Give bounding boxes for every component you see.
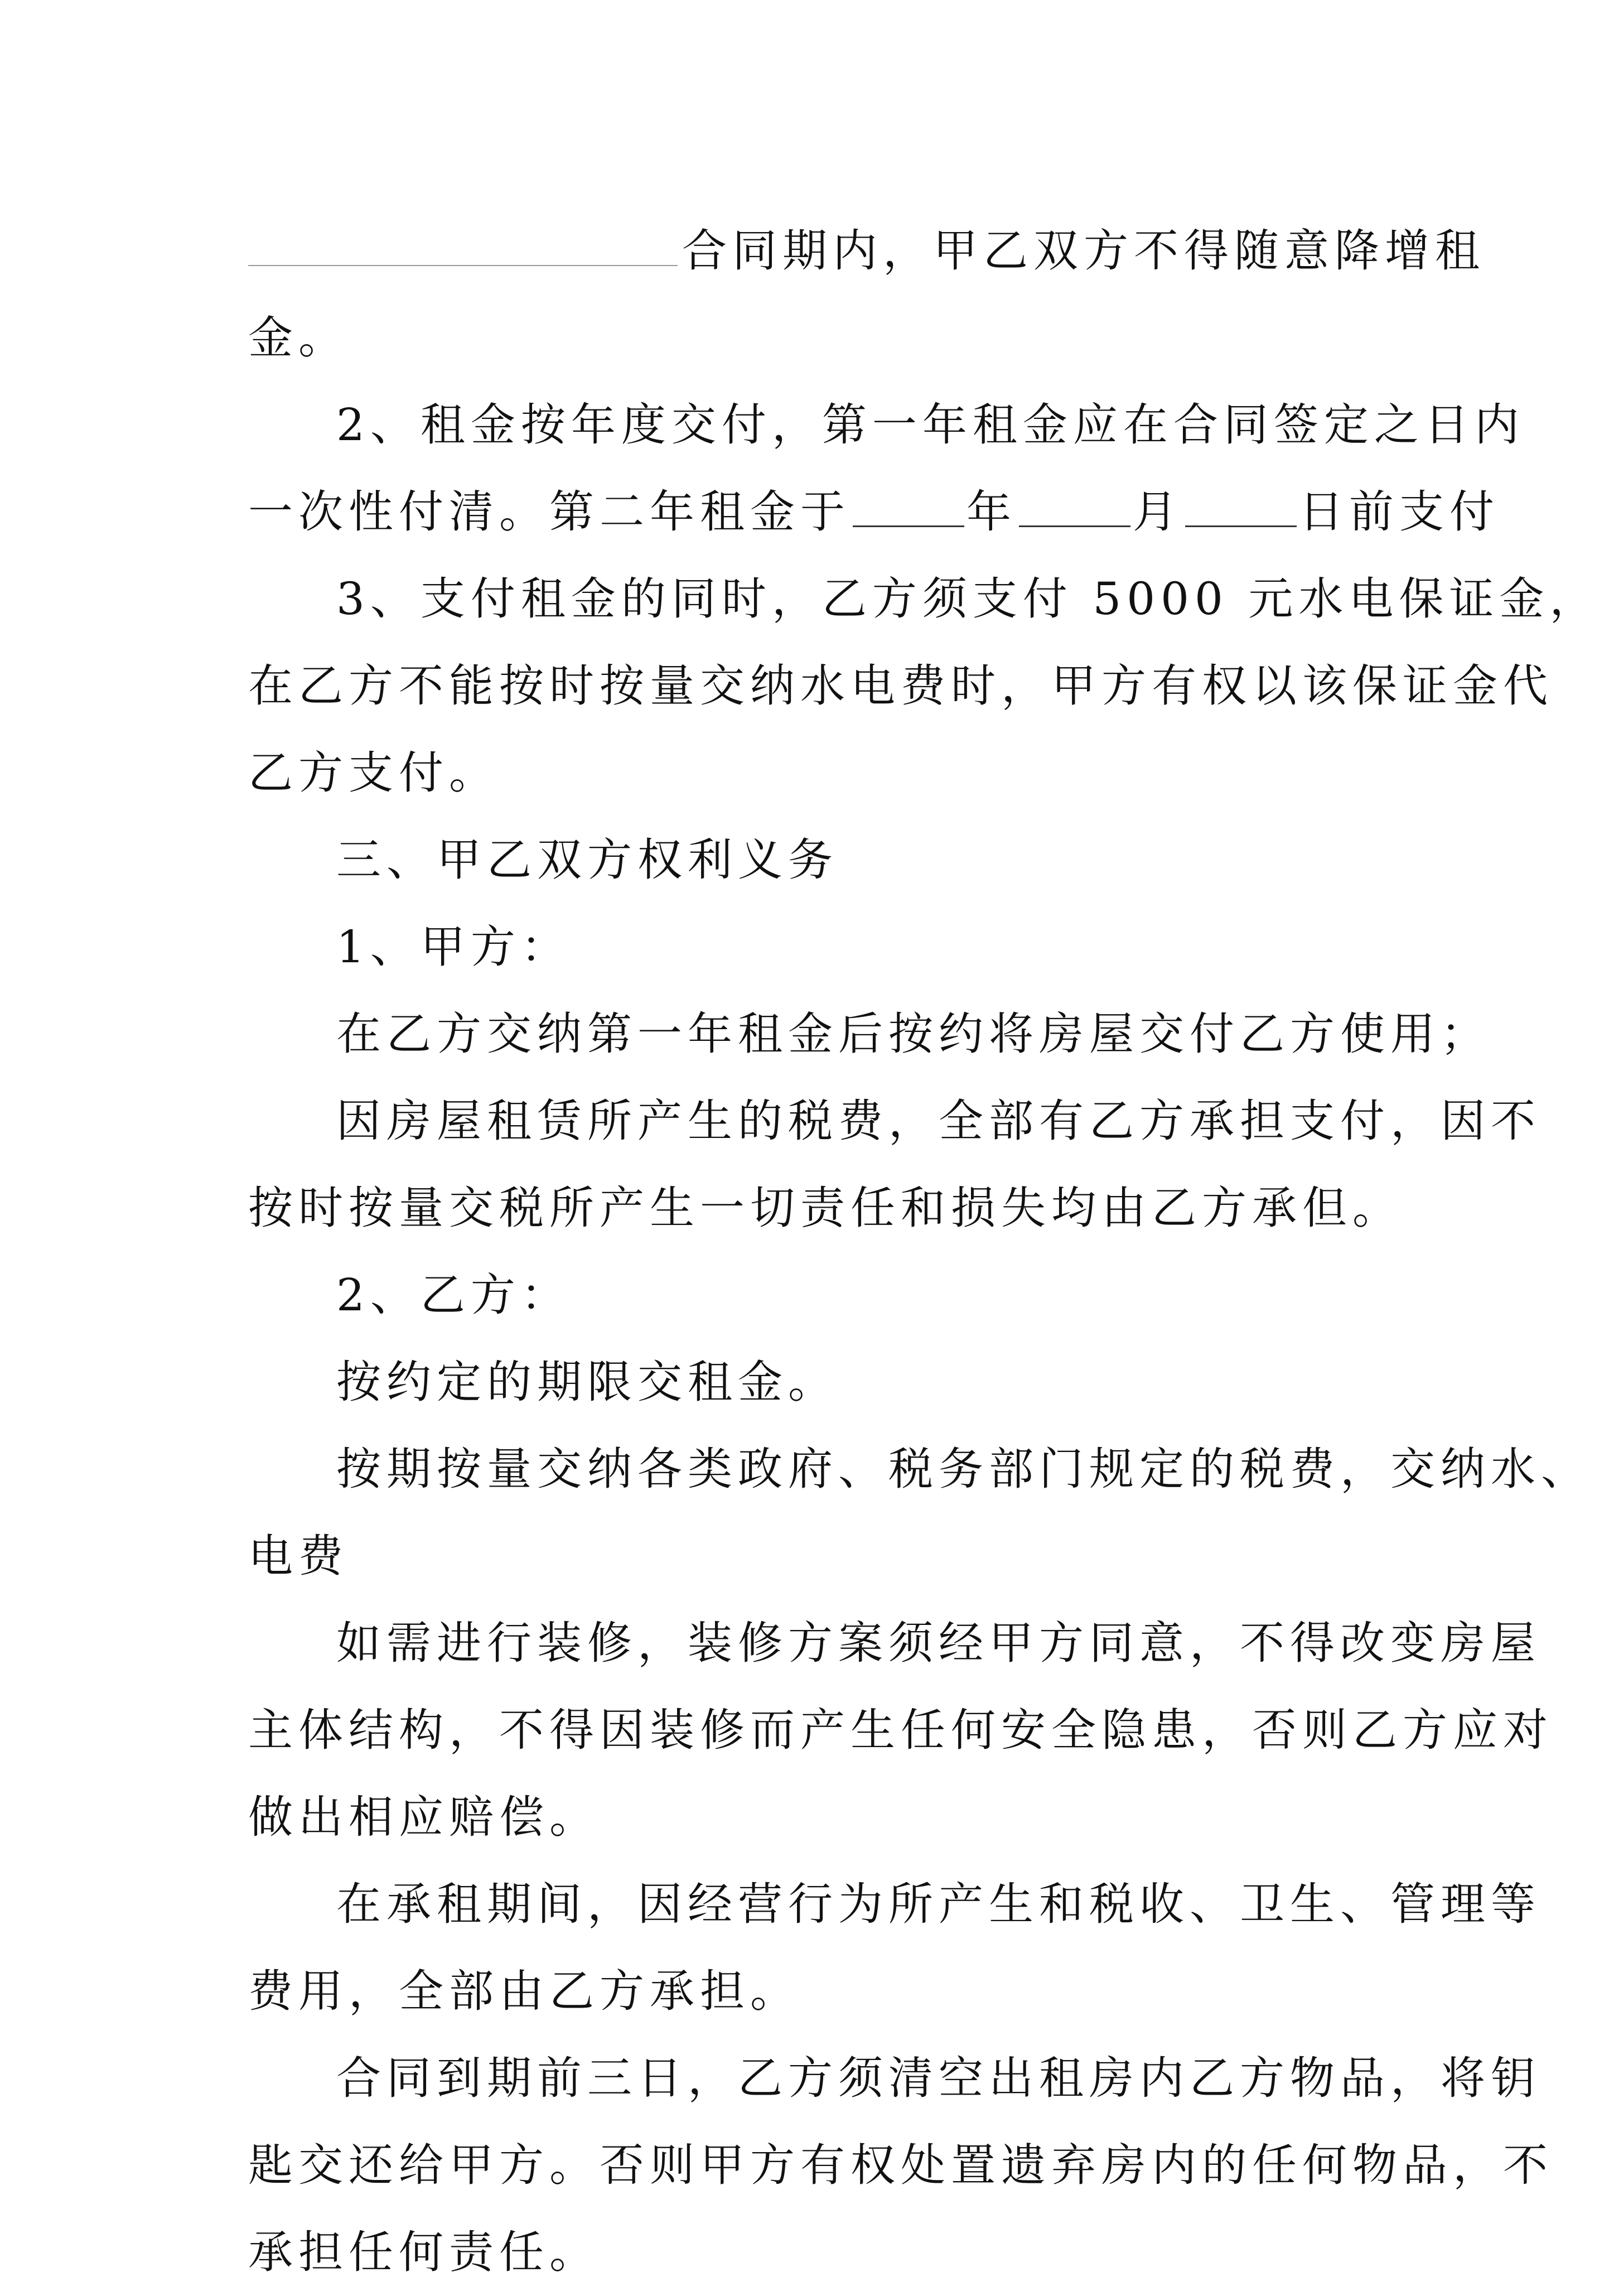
line-text: 在承租期间，因经营行为所产生和税收、卫生、管理等 — [336, 1878, 1541, 1930]
line-text: 在乙方不能按时按量交纳水电费时，甲方有权以该保证金代 — [248, 660, 1553, 712]
subheading-party-b — [248, 1252, 1383, 1339]
text-line — [248, 1774, 1383, 1861]
line-text: 费用，全部由乙方承担。 — [248, 1965, 800, 2017]
line-text: 承担任何责任。 — [248, 2226, 600, 2278]
section-heading — [248, 817, 1383, 904]
line-text: 2、租金按年度交付，第一年租金应在合同签定之日内 — [336, 399, 1525, 451]
text-line — [248, 1078, 1541, 1165]
paragraph-deposit — [248, 556, 1600, 643]
line-text: 月 — [1133, 486, 1183, 538]
text-line — [248, 730, 1383, 817]
text-line — [248, 643, 1553, 730]
text-line — [248, 1687, 1553, 1774]
line-text: 合同到期前三日，乙方须清空出租房内乙方物品，将钥 — [336, 2052, 1541, 2104]
line-text: 三、甲乙双方权利义务 — [336, 834, 838, 886]
line-text: 按时按量交税所产生一切责任和损失均由乙方承但。 — [248, 1182, 1403, 1234]
text-line — [248, 1861, 1541, 1948]
line-text: 主体结构，不得因装修而产生任何安全隐患，否则乙方应对 — [248, 1704, 1553, 1756]
line-text: 在乙方交纳第一年租金后按约将房屋交付乙方使用； — [336, 1008, 1491, 1060]
line-text: 因房屋租赁所产生的税费，全部有乙方承担支付，因不 — [336, 1095, 1541, 1147]
text-line — [248, 2122, 1553, 2209]
line-text: 如需进行装修，装修方案须经甲方同意，不得改变房屋 — [336, 1617, 1541, 1669]
line-text: 日前支付 — [1299, 486, 1500, 538]
line-text: 3、支付租金的同时，乙方须支付 5000 元水电保证金， — [336, 573, 1600, 625]
line-text: 一次性付清。第二年租金于 — [248, 486, 851, 538]
line-text: 合同期内，甲乙双方不得随意降增租 — [682, 225, 1485, 277]
month-blank — [1019, 481, 1130, 527]
line-text: 做出相应赔偿。 — [248, 1791, 600, 1843]
document-body — [248, 208, 1600, 2296]
text-line — [248, 295, 1383, 382]
text-line — [248, 2035, 1541, 2122]
line-text: 匙交还给甲方。否则甲方有权处置遗弃房内的任何物品，不 — [248, 2139, 1553, 2191]
text-line — [248, 1426, 1591, 1513]
fill-in-blank — [248, 220, 678, 266]
line-text: 按期按量交纳各类政府、税务部门规定的税费，交纳水、 — [336, 1443, 1591, 1495]
text-line — [248, 991, 1491, 1078]
line-text: 1、甲方： — [336, 921, 571, 973]
subheading-party-a — [248, 904, 1383, 991]
paragraph-rent-payment — [248, 382, 1525, 469]
text-line — [248, 1948, 1383, 2035]
text-line — [248, 1513, 1383, 1600]
text-line — [248, 208, 1485, 295]
line-text: 按约定的期限交租金。 — [336, 1356, 838, 1408]
text-line-date-blanks — [248, 469, 1500, 556]
text-line — [248, 1600, 1541, 1687]
line-text: 金。 — [248, 312, 349, 364]
line-text: 电费 — [248, 1530, 349, 1582]
line-text: 2、乙方： — [336, 1269, 571, 1321]
line-text: 乙方支付。 — [248, 747, 499, 799]
line-text: 年 — [967, 486, 1017, 538]
text-line — [248, 1165, 1403, 1252]
year-blank — [853, 481, 964, 527]
text-line — [248, 1339, 1383, 1426]
day-blank — [1185, 481, 1297, 527]
